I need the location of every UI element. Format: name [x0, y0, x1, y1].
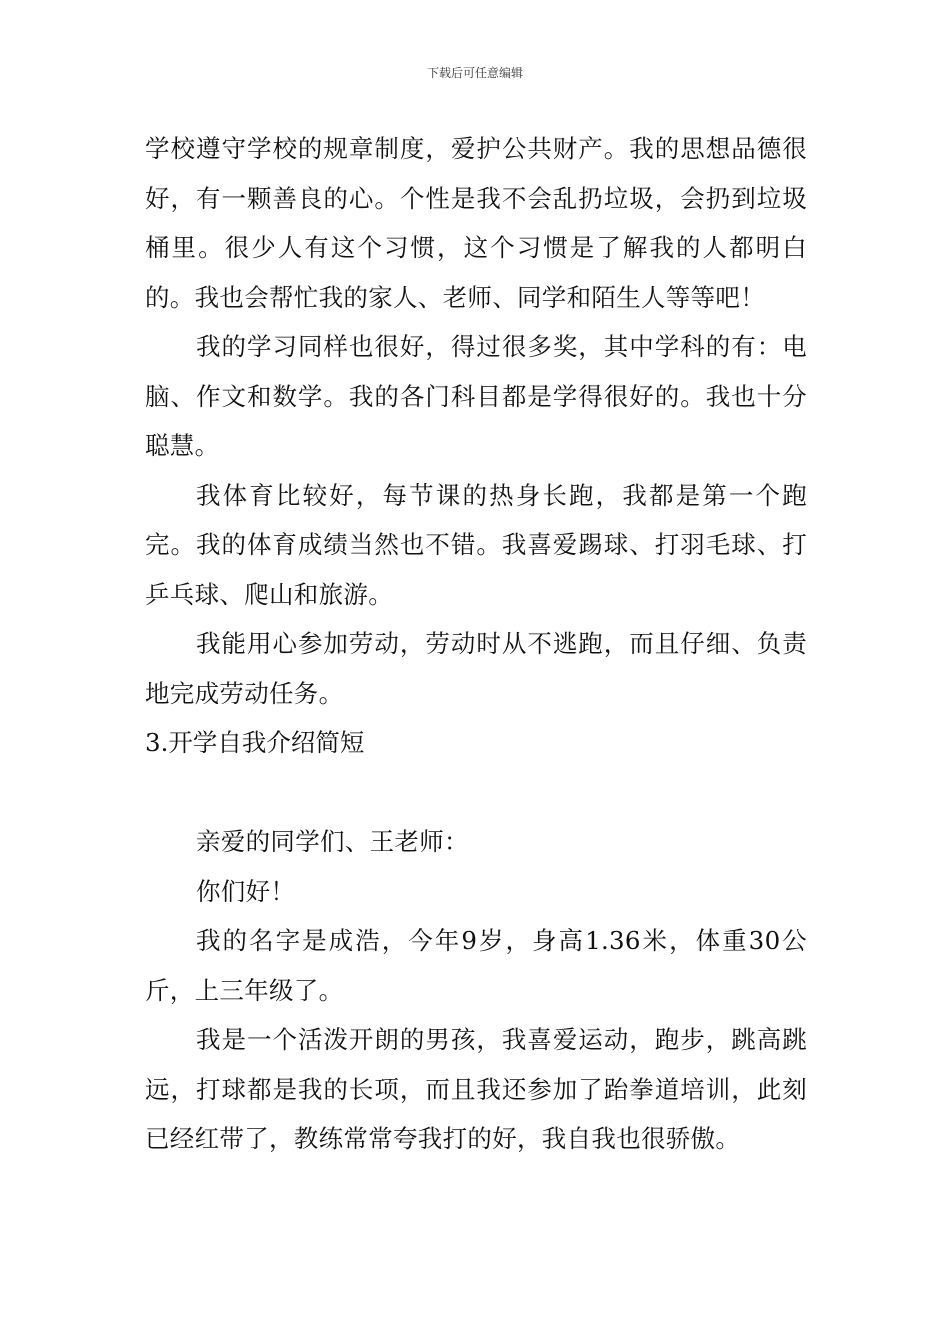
- section-heading: 3.开学自我介绍简短: [145, 728, 365, 757]
- document-body: [145, 124, 807, 1164]
- page-header: 下载后可任意编辑: [426, 66, 523, 80]
- paragraph-sports: 我体育比较好，每节课的热身长跑，我都是第一个跑完。我的体育成绩当然也不错。我喜爱踢球、打羽毛球、打乒乓球、爬山和旅游。: [145, 480, 807, 609]
- paragraph-conduct: 学校遵守学校的规章制度，爱护公共财产。我的思想品德很好，有一颗善良的心。个性是我不会乱扔垃圾，会扔到垃圾桶里。很少人有这个习惯，这个习惯是了解我的人都明白的。我也会帮忙我的家人、老师、同学和陌生人等等吧！: [145, 134, 807, 312]
- blank-line: [145, 768, 807, 818]
- paragraph-intro: 我的名字是成浩，今年9岁，身高1.36米，体重30公斤，上三年级了。: [145, 926, 807, 1005]
- paragraph-labor: 我能用心参加劳动，劳动时从不逃跑，而且仔细、负责地完成劳动任务。: [145, 629, 807, 708]
- paragraph-study: 我的学习同样也很好，得过很多奖，其中学科的有：电脑、作文和数学。我的各门科目都是学得很好的。我也十分聪慧。: [145, 332, 807, 460]
- paragraph-greeting: 亲爱的同学们、王老师：: [196, 827, 469, 856]
- paragraph-hello: 你们好！: [196, 876, 296, 906]
- paragraph-hobbies: 我是一个活泼开朗的男孩，我喜爱运动，跑步，跳高跳远，打球都是我的长项，而且我还参加了跆拳道培训，此刻已经红带了，教练常常夸我打的好，我自我也很骄傲。: [145, 1025, 807, 1153]
